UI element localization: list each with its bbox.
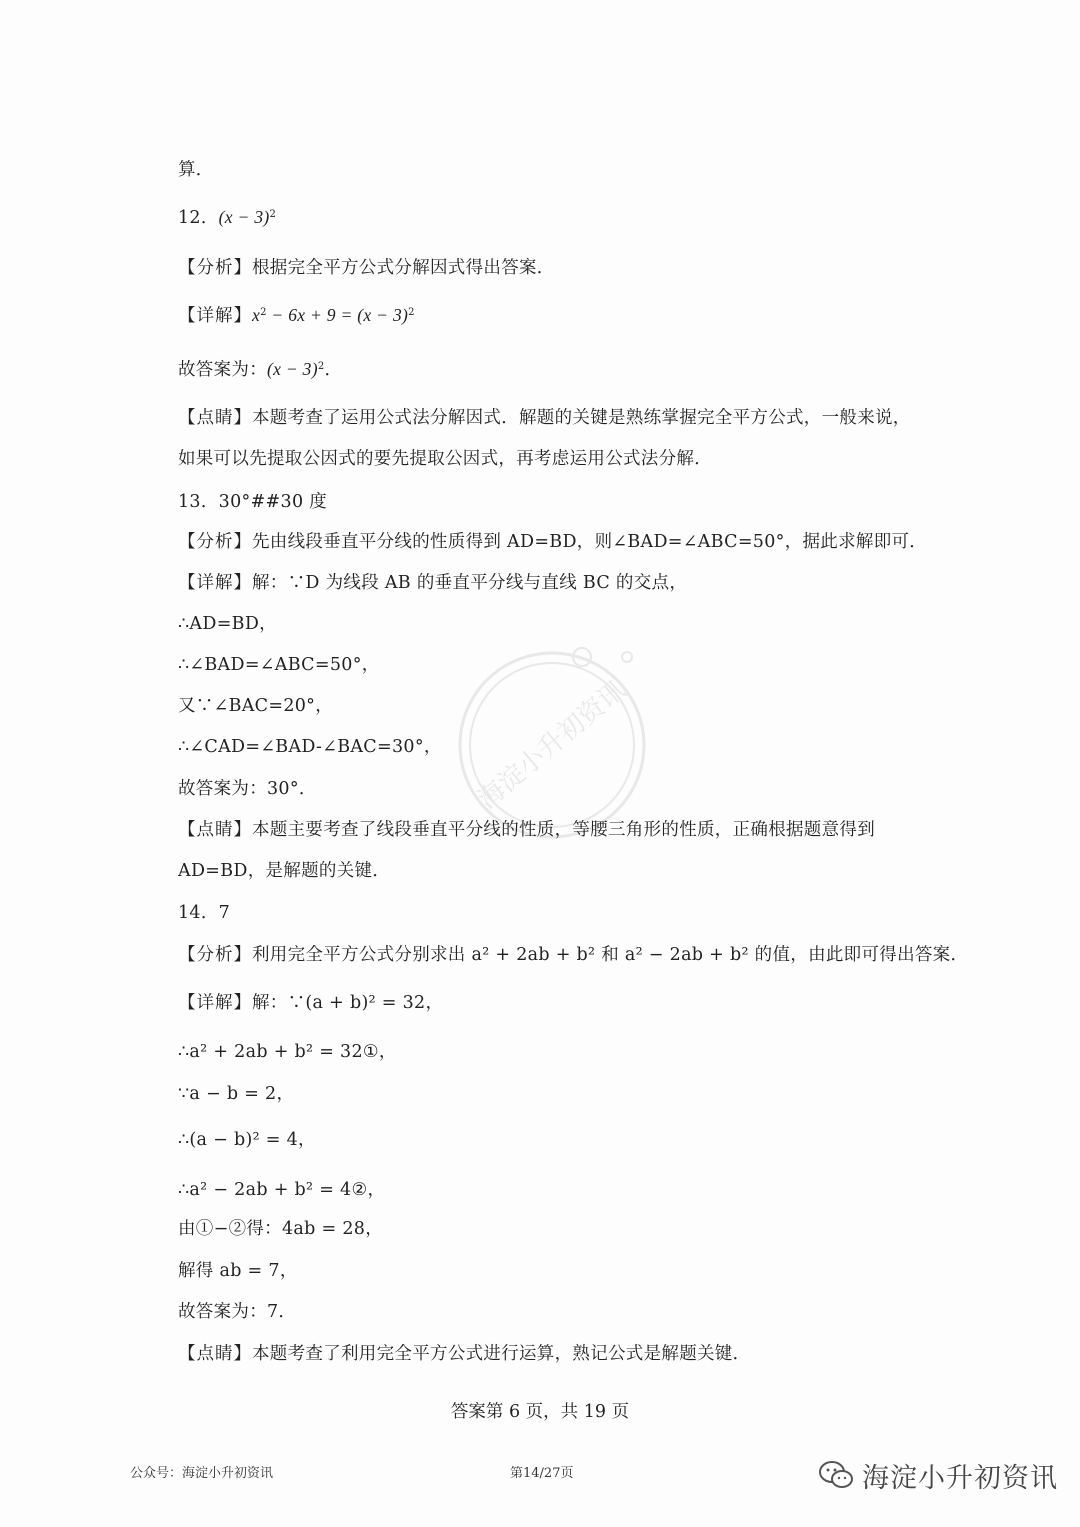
q14-result: 故答案为：7． [178, 1302, 297, 1322]
wechat-icon [818, 1460, 854, 1490]
q12-analysis: 【分析】根据完全平方公式分解因式得出答案． [178, 258, 555, 278]
bottom-left-label: 公众号：海淀小升初资讯 [130, 1466, 274, 1481]
q12-detail: 【详解】$x^2 - 6x + 9 = (x - 3)^2$ [178, 305, 415, 326]
q12-result: 故答案为：$(x - 3)^2$． [178, 359, 343, 380]
q14-step1: ∴a² + 2ab + b² = 32①， [178, 1042, 397, 1062]
q14-step2: ∵a − b = 2， [178, 1084, 295, 1104]
q13-comment-line2: AD=BD，是解题的关键． [178, 861, 391, 881]
q14-comment: 【点睛】本题考查了利用完全平方公式进行运算，熟记公式是解题关键． [178, 1344, 751, 1364]
brand-watermark [818, 1455, 1058, 1495]
q14-step5: 由①−②得：4ab = 28， [178, 1219, 383, 1239]
q14-step3: ∴(a − b)² = 4， [178, 1130, 316, 1150]
brand-name: 海淀小升初资讯 [862, 1462, 1058, 1494]
watermark-text: 海淀小升初资讯 [472, 675, 632, 815]
page-footer: 答案第 6 页，共 19 页 [450, 1402, 630, 1422]
q13-step1: ∴AD=BD， [178, 614, 277, 634]
q14-step4: ∴a² − 2ab + b² = 4②， [178, 1180, 386, 1200]
q12-title: 12．$(x - 3)^2$ [178, 207, 277, 228]
q14-analysis: 【分析】利用完全平方公式分别求出 a² + 2ab + b² 和 a² − 2ab + b² 的值，由此即可得出答案． [178, 945, 969, 965]
q13-title: 13．30°##30 度 [178, 492, 328, 512]
q12-comment-line1: 【点睛】本题考查了运用公式法分解因式．解题的关键是熟练掌握完全平方公式，一般来说， [178, 408, 911, 428]
q13-analysis: 【分析】先由线段垂直平分线的性质得到 AD=BD，则∠BAD=∠ABC=50°，据此求解即可． [178, 532, 928, 552]
q14-step6: 解得 ab = 7， [178, 1261, 298, 1281]
prev-tail: 算． [178, 160, 214, 180]
q13-step3: 又∵∠BAC=20°， [178, 696, 334, 716]
q14-detail: 【详解】解：∵(a + b)² = 32， [178, 993, 444, 1013]
q13-detail: 【详解】解：∵D 为线段 AB 的垂直平分线与直线 BC 的交点， [178, 573, 688, 593]
q13-step2: ∴∠BAD=∠ABC=50°， [178, 655, 380, 675]
q13-comment-line1: 【点睛】本题主要考查了线段垂直平分线的性质，等腰三角形的性质，正确根据题意得到 [178, 820, 875, 840]
bottom-page-number: 第14/27页 [510, 1466, 574, 1481]
q13-step4: ∴∠CAD=∠BAD-∠BAC=30°， [178, 737, 442, 757]
q13-result: 故答案为：30°． [178, 779, 317, 799]
q12-comment-line2: 如果可以先提取公因式的要先提取公因式，再考虑运用公式法分解． [178, 449, 712, 469]
q14-title: 14．7 [178, 903, 231, 923]
watermark-stamp [452, 645, 652, 845]
